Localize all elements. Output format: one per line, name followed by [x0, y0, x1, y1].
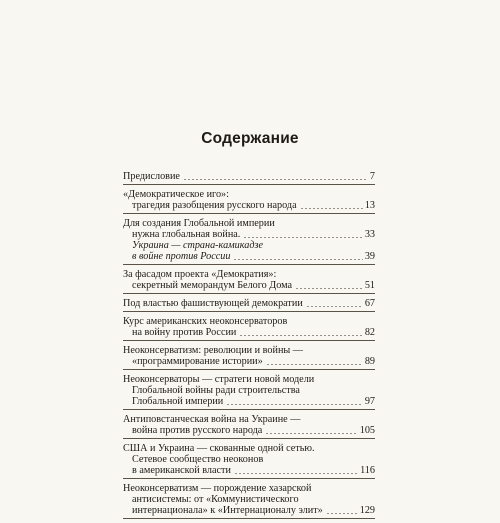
- toc-entry-line: [123, 345, 375, 356]
- toc-entry-line: [123, 374, 375, 385]
- entry-divider: [123, 311, 375, 312]
- toc-entry: [123, 269, 375, 294]
- dot-leader: [300, 208, 363, 209]
- toc-entry-text: Глобальной войны ради строительства: [132, 385, 300, 396]
- toc-page-number: 105: [359, 425, 375, 436]
- dot-leader: [243, 237, 362, 238]
- toc-page-number: 97: [364, 396, 375, 407]
- entry-divider: [123, 213, 375, 214]
- dot-leader: [266, 364, 363, 365]
- toc-entry-text: Неоконсерватизм: революции и войны —: [123, 345, 303, 356]
- toc-page-number: 129: [359, 505, 375, 516]
- toc-entry-text: нужна глобальная война.: [132, 229, 241, 240]
- toc-page-number: 51: [364, 280, 375, 291]
- toc-entry-line: [123, 443, 375, 454]
- toc-entry-line: [123, 218, 375, 229]
- toc-entry-text: в американской власти: [132, 465, 231, 476]
- toc-entry-line: [123, 414, 375, 425]
- toc-entry-text: Глобальной империи: [132, 396, 224, 407]
- entry-divider: [123, 478, 375, 479]
- toc-entry-text: Неоконсерватизм — порождение хазарской: [123, 483, 312, 494]
- toc-entry-line: [123, 327, 375, 338]
- toc-entry-line: [123, 251, 375, 262]
- dot-leader: [233, 259, 362, 260]
- toc-page-number: 33: [364, 229, 375, 240]
- toc-entry-text: Антиповстанческая война на Украине —: [123, 414, 301, 425]
- toc-page-number: 89: [364, 356, 375, 367]
- toc-entry-text: трагедия разобщения русского народа: [132, 200, 297, 211]
- dot-leader: [295, 288, 363, 289]
- toc-entry-text: Сетевое сообщество неоконов: [132, 454, 264, 465]
- toc-entry-text: на войну против России: [132, 327, 237, 338]
- entry-divider: [123, 293, 375, 294]
- entry-divider: [123, 518, 375, 519]
- toc-entry-text: Курс американских неоконсерваторов: [123, 316, 288, 327]
- toc-entry-text: Неоконсерваторы — стратеги новой модели: [123, 374, 315, 385]
- toc-entry-text: в войне против России: [132, 251, 231, 262]
- toc-entry-line: [123, 229, 375, 240]
- entry-divider: [123, 409, 375, 410]
- toc-entry-line: [123, 189, 375, 200]
- dot-leader: [326, 513, 358, 514]
- toc-entry-line: [123, 385, 375, 396]
- toc-page-number: 116: [360, 465, 375, 476]
- toc-entry-line: [123, 454, 375, 465]
- toc-entry-line: [123, 316, 375, 327]
- toc-entry-text: Предисловие: [123, 171, 180, 182]
- toc-entry: [123, 316, 375, 341]
- entry-divider: [123, 369, 375, 370]
- toc-entry-line: [123, 240, 375, 251]
- dot-leader: [239, 335, 362, 336]
- toc-page-number: 82: [364, 327, 375, 338]
- toc-entry-line: [123, 505, 375, 516]
- toc-entry: [123, 345, 375, 370]
- toc-entry: [123, 414, 375, 439]
- toc-entry-line: [123, 171, 375, 182]
- toc-entry-text: Для создания Глобальной империи: [123, 218, 275, 229]
- dot-leader: [226, 404, 363, 405]
- entry-divider: [123, 340, 375, 341]
- toc-entry-line: [123, 200, 375, 211]
- toc-entry-text: «программирование истории»: [132, 356, 263, 367]
- toc-entry-line: [123, 465, 375, 476]
- toc-entry: [123, 171, 375, 185]
- toc-entry-line: [123, 298, 375, 309]
- toc-entry-line: [123, 280, 375, 291]
- page-title: Содержание: [201, 130, 299, 147]
- toc-page-number: 39: [364, 251, 375, 262]
- toc-entry-line: [123, 269, 375, 280]
- dot-leader: [183, 179, 368, 180]
- dot-leader: [234, 473, 358, 474]
- toc-entry: [123, 443, 375, 479]
- toc-page-number: 13: [364, 200, 375, 211]
- toc-entry-line: [123, 396, 375, 407]
- table-of-contents: [123, 171, 375, 523]
- toc-entry-text: За фасадом проекта «Демократия»:: [123, 269, 277, 280]
- entry-divider: [123, 438, 375, 439]
- toc-entry-text: Украина — страна-камикадзе: [132, 240, 264, 251]
- toc-entry-line: [123, 483, 375, 494]
- entry-divider: [123, 264, 375, 265]
- toc-entry: [123, 483, 375, 519]
- dot-leader: [265, 433, 357, 434]
- toc-entry-text: интернационала» к «Интернационалу элит»: [132, 505, 323, 516]
- toc-entry: [123, 298, 375, 312]
- toc-entry-line: [123, 425, 375, 436]
- toc-entry-text: США и Украина — скованные одной сетью.: [123, 443, 315, 454]
- toc-entry-line: [123, 356, 375, 367]
- dot-leader: [306, 306, 363, 307]
- toc-entry: [123, 374, 375, 410]
- toc-entry: [123, 189, 375, 214]
- toc-entry-text: антисистемы: от «Коммунистического: [132, 494, 299, 505]
- toc-entry-text: секретный меморандум Белого Дома: [132, 280, 293, 291]
- entry-divider: [123, 184, 375, 185]
- toc-entry-text: «Демократическое иго»:: [123, 189, 229, 200]
- toc-page-number: 67: [364, 298, 375, 309]
- toc-page-number: 7: [369, 171, 375, 182]
- toc-entry-text: война против русского народа: [132, 425, 263, 436]
- toc-entry: [123, 218, 375, 265]
- toc-entry-text: Под властью фашиствующей демократии: [123, 298, 303, 309]
